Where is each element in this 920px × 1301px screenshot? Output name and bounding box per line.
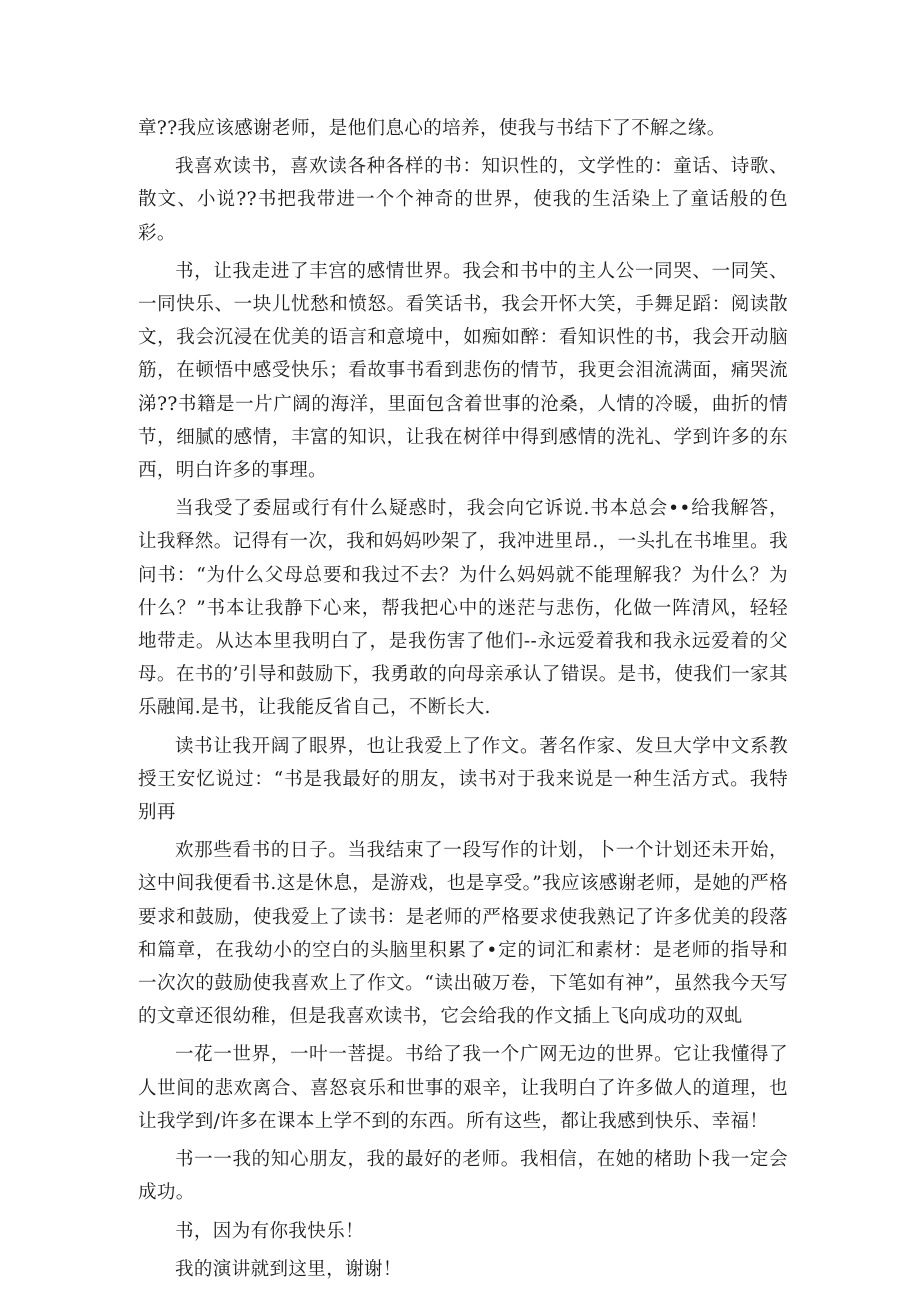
paragraph-7: 一花一世界，一叶一菩提。书给了我一个广网无边的世界。它让我懂得了人世间的悲欢离合、喜怒哀乐和世事的艰辛，让我明白了许多做人的道理，也让我学到/许多在课本上学不到的东西。所有这些，都让我感到快乐、幸福！ (138, 1044, 788, 1132)
paragraph-2: 我喜欢读书，喜欢读各种各样的书：知识性的，文学性的：童话、诗歌、散文、小说??书把我带进一个个神奇的世界，使我的生活染上了童话般的色彩。 (138, 156, 788, 244)
paragraph-10: 我的演讲就到这里，谢谢！ (175, 1258, 402, 1280)
paragraph-3: 书，让我走进了丰宫的感情世界。我会和书中的主人公一同哭、一同笑、一同快乐、一块儿忧愁和愤怒。看笑话书，我会开怀大笑，手舞足蹈：阅读散文，我会沉浸在优美的语言和意境中，如痴如醉：看知识性的书，我会开动脑筋，在顿悟中感受快乐；看故事书看到悲伤的情节，我更会泪流满面，痛哭流涕??书籍是一片广阔的海洋，里面包含着世事的沧桑，人情的冷暖，曲折的情节，细腻的感情，丰富的知识，让我在树徉中得到感情的洗礼、学到许多的东西，明白许多的事理。 (138, 260, 788, 482)
paragraph-5: 读书让我开阔了眼界，也让我爱上了作文。著名作家、发旦大学中文系教授王安忆说过：“书是我最好的朋友，读书对于我来说是一种生活方式。我特别再 (138, 735, 788, 824)
paragraph-6: 欢那些看书的日子。当我结束了一段写作的计划，卜一个计划还未开始，这中间我便看书.这是休息，是游戏，也是享受。”我应该感谢老师，是她的严格要求和鼓励，使我爱上了读书：是老师的严格要求使我熟记了许多优美的段落和篇章，在我幼小的空白的头脑里积累了•定的词汇和素材：是老师的指导和一次次的鼓励使我喜欢上了作文。“读出破万卷，下笔如有神”，虽然我今天写的文章还很幼稚，但是我喜欢读书，它会给我的作文插上飞向成功的双虬 (138, 840, 788, 1028)
document-body (138, 112, 788, 1291)
paragraph-9: 书，因为有你我快乐！ (175, 1220, 365, 1242)
paragraph-8: 书一一我的知心朋友，我的最好的老师。我相信，在她的楮助卜我一定会成功。 (138, 1149, 788, 1204)
paragraph-1: 章??我应该感谢老师，是他们息心的培养，使我与书结下了不解之缘。 (138, 118, 726, 139)
paragraph-4: 当我受了委屈或行有什么疑惑时，我会向它诉说.书本总会••给我解答，让我释然。记得有一次，我和妈妈吵架了，我冲进里昂.，一头扎在书堆里。我问书：“为什么父母总要和我过不去？为什么妈妈就不能理解我？为什么？为什么？”书本让我静下心来，帮我把心中的迷茫与悲伤，化做一阵清风，轻轻地带走。从达本里我明白了，是我伤害了他们--永远爱着我和我永远爱着的父母。在书的’引导和鼓励下，我勇敢的向母亲承认了错误。是书，使我们一家其乐融闻.是书，让我能反省自己，不断长大. (138, 498, 788, 719)
